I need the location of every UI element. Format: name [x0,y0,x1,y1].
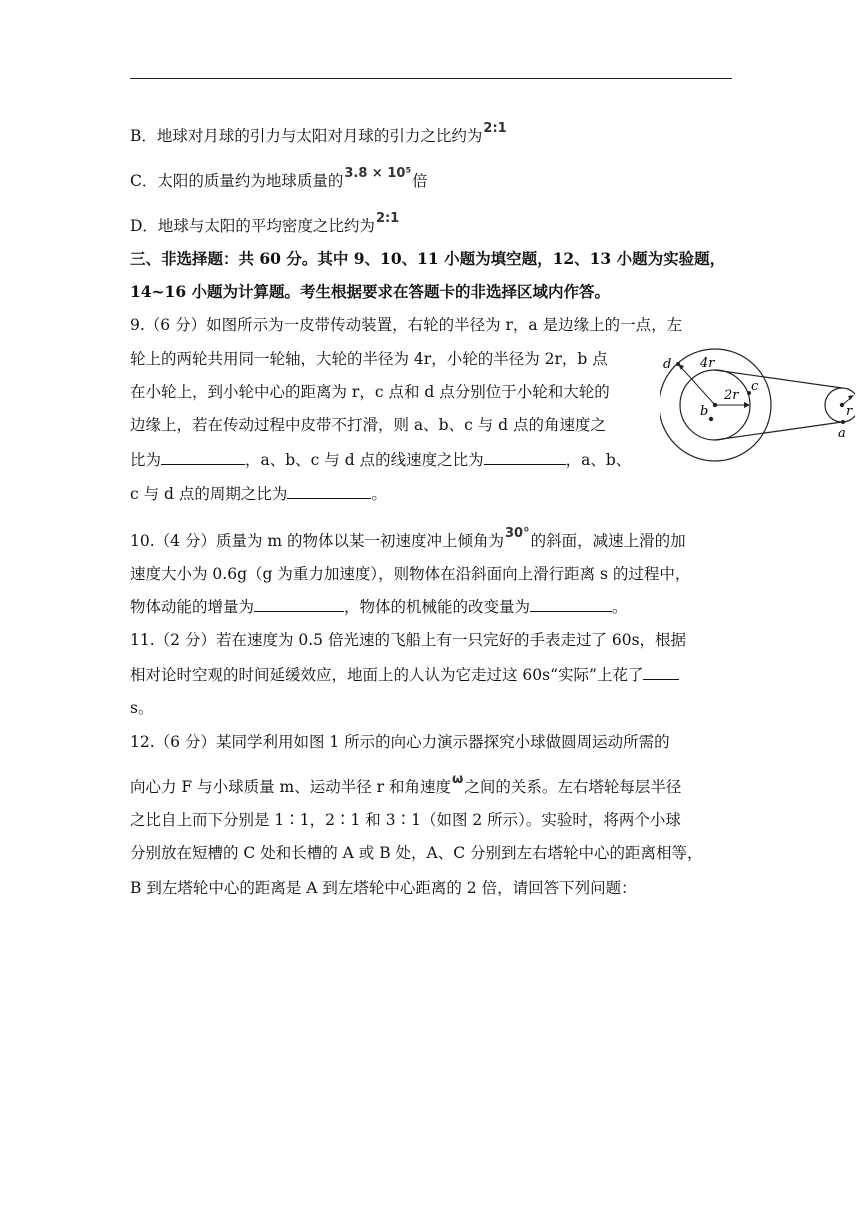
label-2r: 2r [724,388,739,403]
label-4r: 4r [700,356,715,371]
belt-drive-diagram [660,343,855,475]
q9-line-5: 比为 ，a、b、c 与 d 点的线速度之比为 ，a、b、 [130,451,632,469]
q11-line-2: 相对论时空观的时间延缓效应，地面上的人认为它走过这 60s“实际”上花了 [130,665,679,685]
q9-line-3: 在小轮上，到小轮中心的距离为 r，c 点和 d 点分别位于小轮和大轮的 [130,383,610,401]
section-heading-2: 14~16 小题为计算题。考生根据要求在答题卡的非选择区域内作答。 [130,282,611,301]
label-b: b [700,404,709,419]
answer-blank [161,450,245,465]
option-b: B．地球对月球的引力与太阳对月球的引力之比约为$^{2:1}$ [130,121,507,145]
answer-blank [530,597,612,612]
q12-line-4: 分别放在短槽的 C 处和长槽的 A 或 B 处，A、C 分别到左右塔轮中心的距离相等， [130,844,703,862]
q10-line-3: 物体动能的增量为 ，物体的机械能的改变量为 。 [130,598,628,616]
label-a: a [838,426,846,441]
q11-line-3: s。 [130,699,154,717]
label-c: c [751,379,759,394]
angle-formula: 30° [505,526,530,541]
density-formula: 2:1 [375,211,400,226]
q10-line-1: 10.（4 分）质量为 m 的物体以某一初速度冲上倾角为$^{30^\circ}$的斜面，减速上滑的加 [130,526,686,550]
q9-line-6: c 与 d 点的周期之比为 。 [130,485,387,503]
header-rule [130,78,732,79]
q12-line-1: 12.（6 分）某同学利用如图 1 所示的向心力演示器探究小球做圆周运动所需的 [130,733,670,751]
q11-line-1: 11.（2 分）若在速度为 0.5 倍光速的飞船上有一只完好的手表走过了 60s，根据 [130,631,687,649]
option-c: C．太阳的质量约为地球质量的$^{3.8 \times 10^5}$倍 [130,166,428,190]
answer-blank [287,484,371,499]
label-d: d [663,357,672,372]
answer-blank [643,665,679,680]
label-r: r [846,404,853,419]
q9-line-1: 9.（6 分）如图所示为一皮带传动装置，右轮的半径为 r，a 是边缘上的一点，左 [130,316,683,334]
omega-symbol: ω [452,772,464,787]
answer-blank [254,597,344,612]
q12-line-3: 之比自上而下分别是 1∶1，2∶1 和 3∶1（如图 2 所示）。实验时，将两个小球 [130,811,681,829]
q12-line-5: B 到左塔轮中心的距离是 A 到左塔轮中心距离的 2 倍，请回答下列问题： [130,879,637,897]
mass-formula: 3.8 × 10⁵ [344,166,412,181]
q9-line-2: 轮上的两轮共用同一轮轴，大轮的半径为 4r，小轮的半径为 2r，b 点 [130,350,608,368]
section-heading-1: 三、非选择题：共 60 分。其中 9、10、11 小题为填空题，12、13 小题为实验题， [130,249,726,268]
q12-line-2: 向心力 F 与小球质量 m、运动半径 r 和角速度$^\omega$之间的关系。左右塔轮每层半径 [130,772,682,796]
ratio-formula: 2:1 [483,121,507,136]
answer-blank [484,450,566,465]
q10-line-2: 速度大小为 0.6g（g 为重力加速度），则物体在沿斜面向上滑行距离 s 的过程中， [130,565,691,583]
option-d: D．地球与太阳的平均密度之比约为$^{2:1}$ [130,211,400,235]
q9-line-4: 边缘上，若在传动过程中皮带不打滑，则 a、b、c 与 d 点的角速度之 [130,416,606,434]
